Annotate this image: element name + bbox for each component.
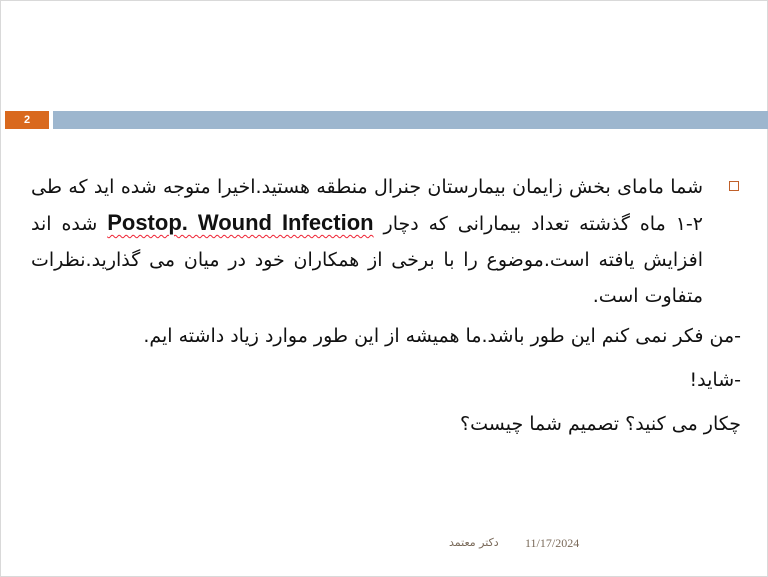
opinion-line-2: -شاید!	[689, 369, 741, 391]
question-line: چکار می کنید؟ تصمیم شما چیست؟	[460, 413, 741, 435]
slide-content	[31, 169, 741, 446]
paragraph-text-1: شما مامای بخش زایمان بیمارستان جنرال منطقه هستید.اخیرا متوجه شده اید که طی ۲-۱ ماه گذشته تعداد بیمارانی که دچار	[31, 176, 703, 235]
footer-author: دکتر معتمد	[449, 536, 499, 549]
title-strip	[53, 111, 768, 129]
slide-number: 2	[5, 111, 49, 129]
footer-date: 11/17/2024	[525, 536, 580, 550]
paragraph-latin-term: Postop. Wound Infection	[107, 210, 374, 235]
scenario-paragraph	[31, 169, 741, 314]
opinion-line-1: -من فکر نمی کنم این طور باشد.ما همیشه از این طور موارد زیاد داشته ایم.	[143, 325, 741, 347]
paragraph-text-2: شده اند افزایش یافته است.موضوع را با برخی از همکاران خود در میان می گذارید.نظرات متفاوت است.	[31, 213, 703, 307]
square-bullet-icon	[729, 181, 739, 191]
slide-header-bar	[1, 111, 768, 129]
